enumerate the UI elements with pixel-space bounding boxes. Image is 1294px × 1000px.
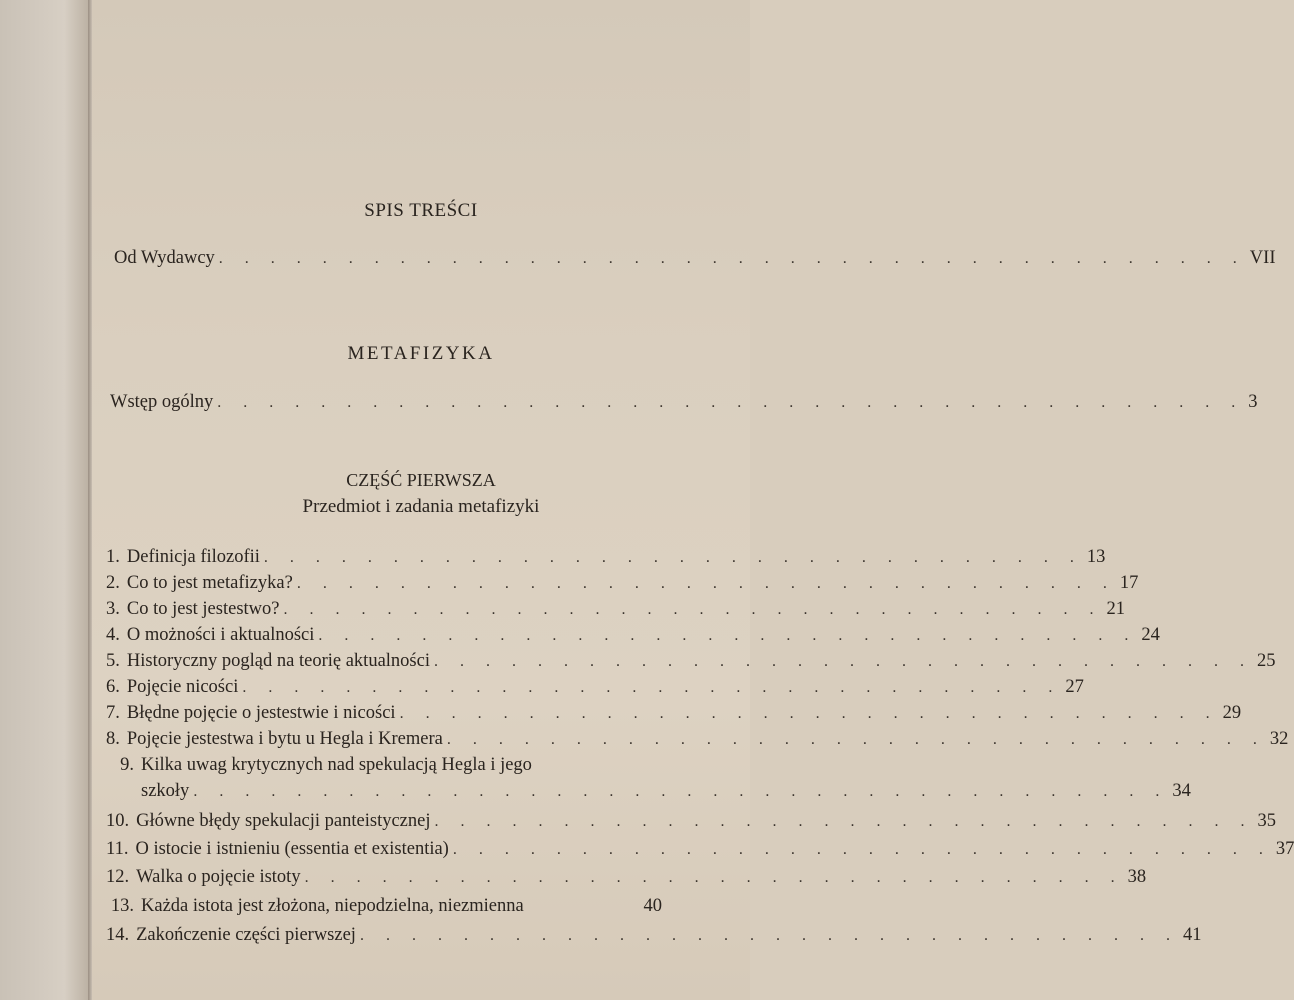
toc-entry-label: O istocie i istnieniu (essentia et existentia) bbox=[135, 839, 449, 859]
leader-dots: . . . . . . . . . . . . . . . . . . . . . . . . . . . . . . . . bbox=[452, 841, 1272, 858]
toc-entry-intro bbox=[110, 392, 1258, 413]
leader-dots: . . . . . . . . . . . . . . . . . . . . . . . . . . . . . . . . bbox=[399, 705, 1219, 722]
leader-dots: . . . . . . . . . . . . . . . . . . . . . . . . . . . . . . . . bbox=[242, 679, 1062, 696]
toc-entry bbox=[106, 573, 1139, 594]
leader-dots: . . . . . . . . . . . . . . . . . . . . . . . . . . . . . . . . bbox=[304, 869, 1124, 886]
leader-dots: . . . . . . . . . . . . . . . . . . . . . . . . . . . . . . . . bbox=[283, 601, 1103, 618]
leader-dots: . . . . . . . . . . . . . . . . . . . . . . . . . . . . . . . . bbox=[296, 575, 1116, 592]
section-title: METAFIZYKA bbox=[347, 343, 495, 364]
leader-dots: . . . . . . . . . . . . . . . . . . . . . . . . . . . . . . . . . . . . . . . . bbox=[217, 394, 1245, 411]
part-label: CZĘŚĆ PIERWSZA bbox=[346, 470, 496, 490]
toc-entry bbox=[106, 896, 662, 917]
toc-entry-label: Pojęcie nicości bbox=[126, 677, 239, 697]
toc-entry-label: Pojęcie jestestwa i bytu u Hegla i Kremera bbox=[126, 729, 443, 749]
toc-entry-label: Kilka uwag krytycznych nad spekulacją Hegla i jego bbox=[141, 755, 532, 775]
toc-entry-number: 12. bbox=[106, 867, 130, 887]
toc-entry bbox=[106, 811, 1276, 832]
toc-entry-page: 21 bbox=[1106, 599, 1125, 619]
toc-entry-number: 3. bbox=[106, 599, 120, 619]
leader-dots: . . . . . . . . . . . . . . . . . . . . . . . . . . . . . . . . bbox=[318, 627, 1138, 644]
toc-entry-page: 13 bbox=[1086, 547, 1106, 567]
toc-entry-number: 1. bbox=[106, 547, 120, 567]
toc-entry-label: Zakończenie części pierwszej bbox=[136, 925, 356, 945]
toc-entry-number: 10. bbox=[106, 811, 130, 831]
toc-entry-number: 11. bbox=[106, 839, 129, 859]
toc-entry-label: szkoły bbox=[141, 781, 190, 801]
toc-entry bbox=[106, 925, 1202, 946]
leader-dots: . . . . . . . . . . . . . . . . . . . . . . . . . . . . . . . . bbox=[263, 549, 1083, 566]
toc-entry-page: 29 bbox=[1222, 703, 1242, 723]
leader-dots: . . . . . . . . . . . . . . . . . . . . . . . . . . . . . . . . . . . . . . bbox=[193, 783, 1169, 800]
toc-entry-label: O możności i aktualności bbox=[126, 625, 315, 645]
toc-entry-page: 27 bbox=[1065, 677, 1084, 697]
toc-entry-number: 13. bbox=[110, 896, 134, 916]
book-gutter bbox=[0, 0, 92, 1000]
toc-entry-page: 38 bbox=[1127, 867, 1147, 887]
toc-entry-label: Definicja filozofii bbox=[126, 547, 260, 567]
toc-entry-number: 8. bbox=[106, 729, 120, 749]
toc-entry-page: 32 bbox=[1269, 729, 1289, 749]
toc-entry-page: 34 bbox=[1172, 781, 1191, 801]
toc-entry-page: 41 bbox=[1182, 925, 1202, 945]
toc-entry bbox=[106, 867, 1147, 888]
toc-entry bbox=[106, 677, 1084, 698]
toc-entry-continuation bbox=[141, 781, 1191, 802]
toc-entry-page: 25 bbox=[1256, 651, 1276, 671]
leader-dots: . . . . . . . . . . . . . . . . . . . . . . . . . . . . . . . . bbox=[433, 653, 1253, 670]
toc-entry-page: 37 bbox=[1275, 839, 1294, 859]
toc-entry bbox=[106, 703, 1242, 724]
leader-dots: . . . . . . . . . . . . . . . . . . . . . . . . . . . . . . . . . . . . . . . . bbox=[218, 250, 1246, 267]
toc-entry-page: 17 bbox=[1119, 573, 1139, 593]
toc-heading: SPIS TREŚCI bbox=[364, 200, 478, 221]
toc-entry-label: Wstęp ogólny bbox=[110, 392, 214, 412]
toc-entry-page: 40 bbox=[643, 896, 662, 916]
toc-entry-front bbox=[114, 248, 1276, 269]
part-title: Przedmiot i zadania metafizyki bbox=[302, 496, 540, 517]
book-page bbox=[92, 0, 1294, 1000]
toc-entry-page: VII bbox=[1249, 248, 1276, 268]
toc-entry-label: Od Wydawcy bbox=[114, 248, 215, 268]
toc-entry bbox=[106, 651, 1276, 672]
toc-entry-label: Każda istota jest złożona, niepodzielna, niezmienna bbox=[141, 896, 524, 916]
toc-entry-number: 5. bbox=[106, 651, 120, 671]
leader-dots: . . . . . . . . . . . . . . . . . . . . . . . . . . . . . . . . bbox=[434, 813, 1254, 830]
toc-entry bbox=[106, 547, 1106, 568]
toc-entry-label: Główne błędy spekulacji panteistycznej bbox=[136, 811, 431, 831]
toc-entry-number: 6. bbox=[106, 677, 120, 697]
leader-dots: . . . . . . . . . . . . . . . . . . . . . . . . . . . . . . . . bbox=[359, 927, 1179, 944]
toc-entry-label: Co to jest jestestwo? bbox=[126, 599, 280, 619]
toc-entry bbox=[106, 599, 1125, 620]
toc-entry bbox=[106, 755, 662, 776]
toc-entry-number: 9. bbox=[120, 755, 134, 775]
toc-entry-page: 3 bbox=[1248, 392, 1258, 412]
toc-entry-number: 4. bbox=[106, 625, 120, 645]
toc-entry-label: Historyczny pogląd na teorię aktualności bbox=[126, 651, 430, 671]
toc-entry-label: Co to jest metafizyka? bbox=[126, 573, 293, 593]
toc-entry bbox=[106, 729, 1289, 750]
toc-entry-label: Walka o pojęcie istoty bbox=[136, 867, 301, 887]
toc-entry-number: 2. bbox=[106, 573, 120, 593]
toc-entry-number: 14. bbox=[106, 925, 130, 945]
toc-entry-label: Błędne pojęcie o jestestwie i nicości bbox=[126, 703, 396, 723]
toc-entry bbox=[106, 625, 1160, 646]
toc-entry bbox=[106, 839, 1294, 860]
leader-dots: . . . . . . . . . . . . . . . . . . . . . . . . . . . . . . . . bbox=[446, 731, 1266, 748]
toc-entry-page: 35 bbox=[1257, 811, 1276, 831]
toc-entry-page: 24 bbox=[1141, 625, 1160, 645]
toc-entry-number: 7. bbox=[106, 703, 120, 723]
